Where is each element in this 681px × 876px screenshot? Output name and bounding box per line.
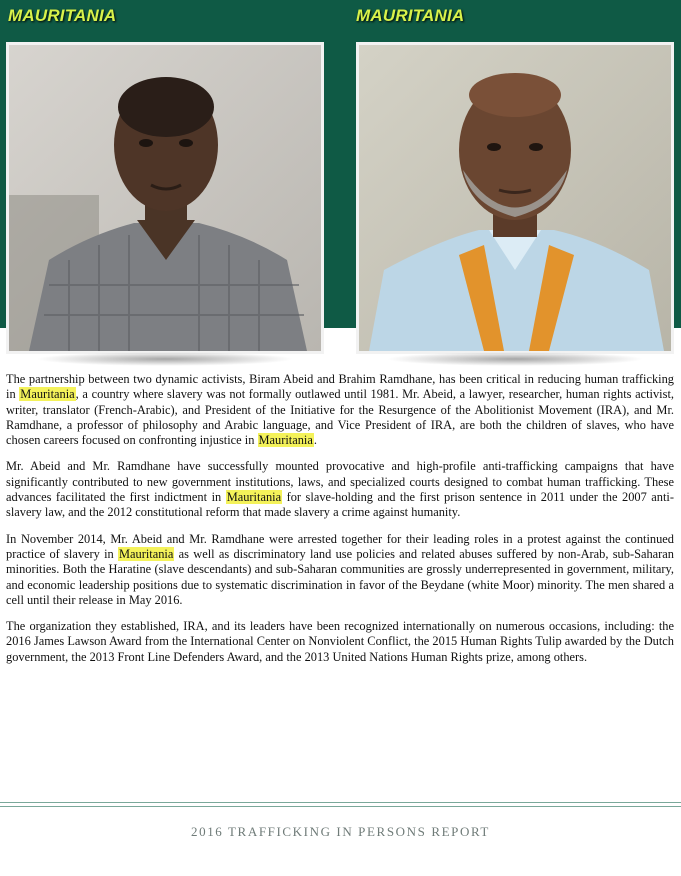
text-run: for slave-holding and the first prison sentence in 2011 under the 2007 anti-slavery law, and the 2012 constitutional reform that made slavery a crime against humanity. bbox=[6, 490, 674, 520]
portrait-photo-icon bbox=[356, 42, 674, 354]
photo-shadow bbox=[36, 352, 294, 366]
paragraph-1 bbox=[6, 372, 674, 448]
paragraph-3 bbox=[6, 532, 674, 608]
footer-divider bbox=[0, 806, 681, 807]
paragraph-4 bbox=[6, 619, 674, 665]
highlighted-term: Mauritania bbox=[258, 433, 313, 448]
text-run: The partnership between two dynamic activists, Biram Abeid and Brahim Ramdhane, has been critical in reducing human trafficking in bbox=[6, 372, 674, 402]
text-run: In November 2014, Mr. Abeid and Mr. Ramdhane were arrested together for their leading roles in a protest against the continued practice of slavery in bbox=[6, 531, 674, 561]
text-run: . bbox=[313, 433, 317, 448]
text-run: Mr. Abeid and Mr. Ramdhane have successfully mounted provocative and high-profile anti-trafficking campaigns that have significantly contributed to new government institutions, laws, and specialized courts designed to combat human trafficking. These advances facilitated the first indictment in bbox=[6, 459, 674, 505]
photo-brahim-ramdhane bbox=[356, 42, 674, 354]
text-run: , a country where slavery was not formally outlawed until 1981. Mr. Abeid, a lawyer, researcher, human rights activist, writer, translator (French-Arabic), and President of the Initiative for the Resurgence of the Abolitionist Movement (IRA), and Mr. Ramdhane, a professor of philosophy and Arabic language, and Vice President of IRA, are both the children of slaves, who have chosen careers focused on confronting injustice in bbox=[6, 387, 674, 448]
text-run: The organization they established, IRA, and its leaders have been recognized internationally on numerous occasions, including: the 2016 James Lawson Award from the International Center on Nonviolent Conflict, the 2015 Human Rights Tulip awarded by the Dutch government, the 2013 Front Line Defenders Award, and the 2013 United Nations Human Rights prize, among others. bbox=[6, 619, 674, 664]
photo-shadow bbox=[386, 352, 644, 366]
paragraph-2 bbox=[6, 459, 674, 520]
photo-biram-abeid bbox=[6, 42, 324, 354]
highlighted-term: Mauritania bbox=[20, 387, 75, 402]
highlighted-term: Mauritania bbox=[119, 546, 174, 561]
portrait-photo-icon bbox=[6, 42, 324, 354]
text-run: as well as discriminatory land use policies and related abuses suffered by non-Arab, sub-Saharan minorities. Both the Haratine (slave descendants) and sub-Saharan communities are grossly underrepresented in government, military, and economic leadership positions due to systematic discrimination in favor of the Beydane (white Moor) minority. The men shared a cell until their release in May 2016. bbox=[6, 546, 674, 607]
country-label-left: MAURITANIA bbox=[8, 6, 117, 25]
article-body bbox=[6, 372, 674, 676]
footer-report-title: 2016 TRAFFICKING IN PERSONS REPORT bbox=[191, 824, 490, 839]
footer-divider bbox=[0, 802, 681, 803]
highlighted-term: Mauritania bbox=[226, 490, 282, 505]
country-label-right: MAURITANIA bbox=[356, 6, 465, 25]
